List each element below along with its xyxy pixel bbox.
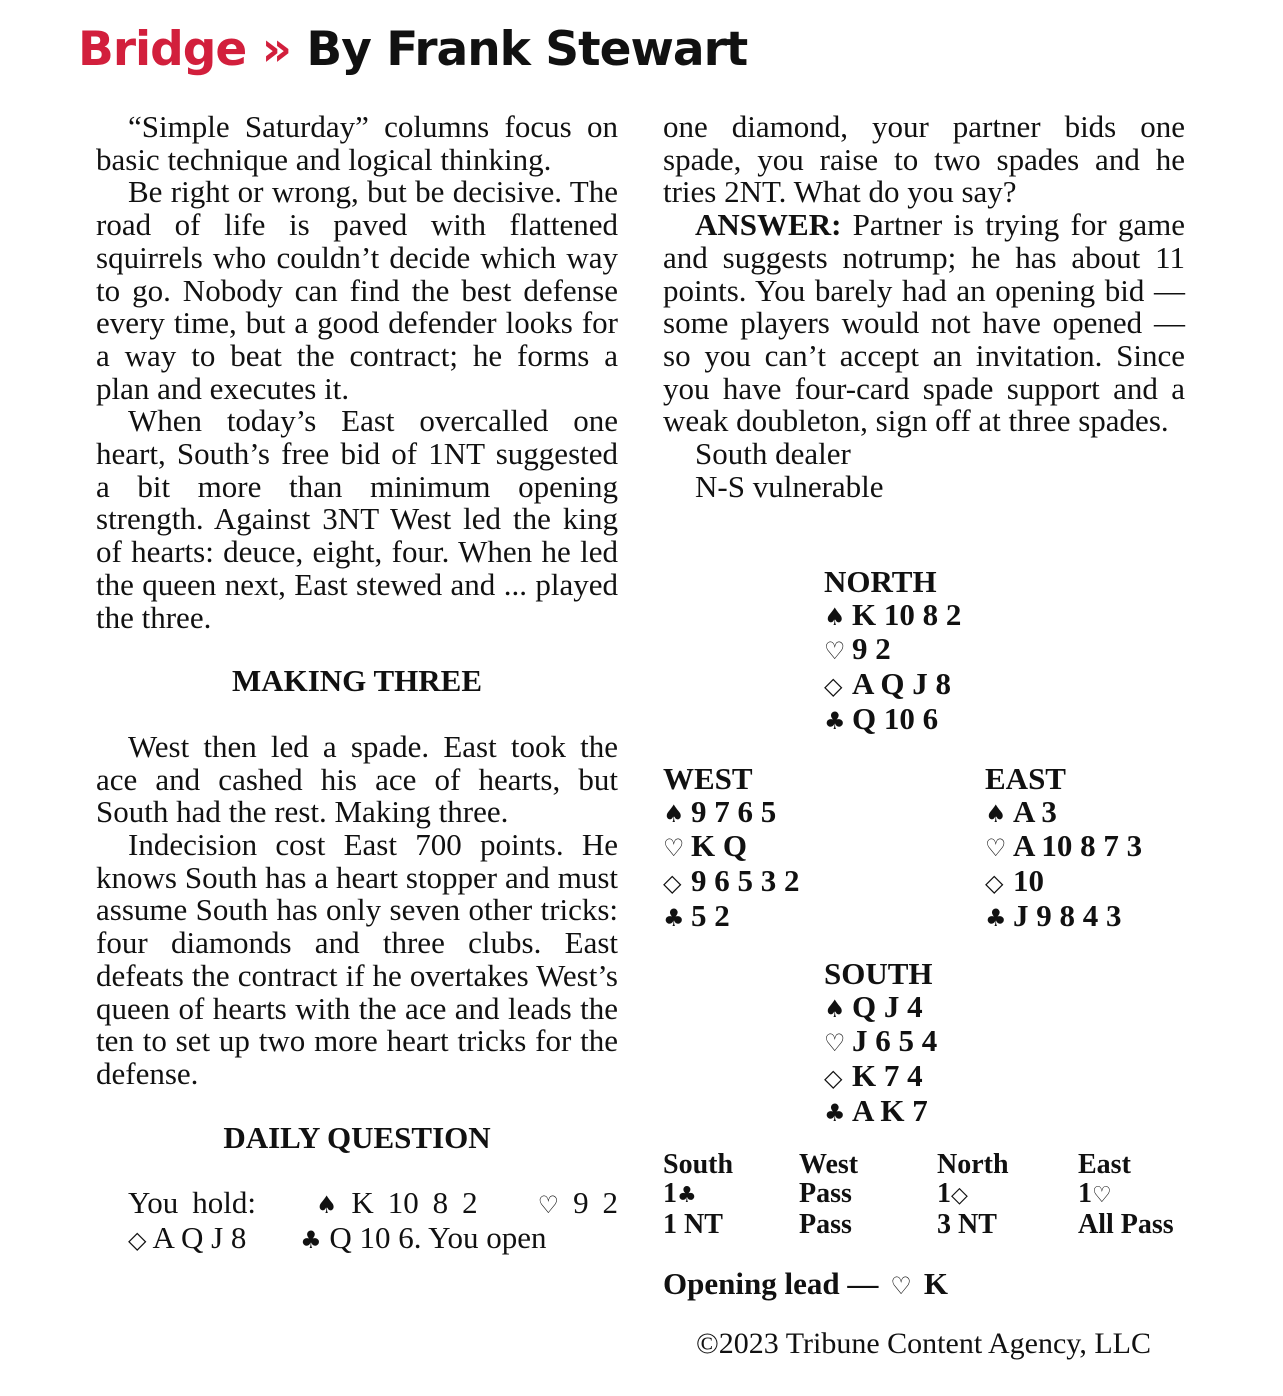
section-heading-making-three: MAKING THREE [231, 663, 483, 699]
north-hearts: 9 2 [852, 631, 891, 667]
bid-cell: Pass [799, 1178, 852, 1209]
question-continuation: one diamond, your partner bids one spade, you raise to two spades and he tries 2NT. What do you say? [663, 109, 1185, 210]
diamond-icon: ◇ [824, 1064, 843, 1093]
bidding-table [663, 1150, 1198, 1239]
south-hearts: J 6 5 4 [852, 1023, 938, 1059]
bid-cell: 1 [663, 1178, 677, 1209]
bid-cell: 1 NT [663, 1209, 723, 1240]
opening-lead [663, 1266, 948, 1302]
hand-label: EAST [985, 761, 1066, 796]
bid-cell: 3 NT [937, 1209, 997, 1240]
opening-lead-label: Opening lead — [663, 1266, 879, 1301]
question-clubs: Q 10 6. You open [329, 1220, 547, 1256]
club-icon: ♣ [824, 706, 846, 735]
club-icon: ♣ [824, 1098, 846, 1127]
question-intro: You hold: [128, 1185, 256, 1221]
heart-icon: ♡ [537, 1191, 560, 1220]
bid-cell: All Pass [1078, 1209, 1174, 1240]
bid-header-south: South [663, 1149, 734, 1180]
header-separator: » [261, 22, 292, 77]
east-hearts: A 10 8 7 3 [1013, 828, 1143, 864]
body-paragraph: West then led a spade. East took the ace and cashed his ace of hearts, but South had the rest. Making three. [96, 728, 618, 830]
answer-text: Partner is trying for game and suggests notrump; he has about 11 points. You barely had an opening bid — some players would not have opened — so you can’t accept an invitation. Since you have four-card spade support and a weak doubleton, sign off at three spades. [663, 207, 1185, 439]
spade-icon: ♠ [315, 1191, 338, 1220]
west-hand [663, 763, 800, 935]
bid-cell: 1 [1078, 1178, 1092, 1209]
bid-header-east: East [1078, 1149, 1131, 1180]
body-paragraph: Be right or wrong, but be decisive. The road of life is paved with flattened squirrels who couldn’t decide which way to go. Nobody can find the best defense every time, but a good defender looks for a way to beat the contract; he forms a plan and executes it. [96, 174, 618, 406]
club-icon: ♣ [663, 903, 685, 932]
right-column [663, 111, 1185, 503]
east-spades: A 3 [1013, 793, 1057, 829]
bid-cell: 1 [937, 1178, 951, 1209]
club-icon: ♣ [677, 1183, 697, 1208]
west-clubs: 5 2 [691, 897, 730, 933]
spade-icon: ♠ [663, 799, 685, 828]
east-hand [985, 763, 1142, 935]
body-paragraph: Indecision cost East 700 points. He knows South has a heart stopper and must assume South has only seven other tricks: four diamonds and three clubs. East defeats the contract if he overtakes West’s queen of hearts with the ace and leads the ten to set up two more heart tricks for the defense. [96, 827, 618, 1091]
spade-icon: ♠ [985, 799, 1007, 828]
west-spades: 9 7 6 5 [691, 793, 777, 829]
south-hand [824, 958, 937, 1130]
bid-cell: Pass [799, 1209, 852, 1240]
hand-label: WEST [663, 761, 753, 796]
diamond-icon: ◇ [951, 1183, 968, 1208]
question-spades: K 10 8 2 [351, 1185, 478, 1221]
heart-icon: ♡ [663, 834, 685, 863]
answer-label: ANSWER: [695, 207, 842, 243]
spade-icon: ♠ [824, 994, 846, 1023]
hand-label: NORTH [824, 564, 937, 599]
west-hearts: K Q [691, 828, 747, 864]
answer-paragraph [663, 209, 1185, 438]
heart-icon: ♡ [824, 637, 846, 666]
bidding-row [663, 1210, 1198, 1239]
heart-icon: ♡ [824, 1029, 846, 1058]
section-heading-daily-question: DAILY QUESTION [223, 1119, 491, 1155]
heart-icon: ♡ [1092, 1183, 1112, 1208]
diamond-icon: ◇ [985, 869, 1004, 898]
north-diamonds: A Q J 8 [852, 666, 952, 702]
author-byline: By Frank Stewart [306, 22, 748, 77]
dealer-line: South dealer [695, 436, 851, 472]
copyright-notice: ©2023 Tribune Content Agency, LLC [696, 1327, 1152, 1360]
spade-icon: ♠ [824, 602, 846, 631]
diamond-icon: ◇ [128, 1226, 147, 1255]
east-clubs: J 9 8 4 3 [1013, 897, 1122, 933]
bidding-header-row [663, 1150, 1198, 1179]
bid-header-north: North [937, 1149, 1009, 1180]
bid-header-west: West [799, 1149, 859, 1180]
opening-lead-card: K [923, 1266, 948, 1301]
bidding-row [663, 1179, 1198, 1210]
north-clubs: Q 10 6 [852, 700, 939, 736]
diamond-icon: ◇ [824, 672, 843, 701]
question-paragraph [96, 1187, 618, 1256]
question-diamonds: A Q J 8 [152, 1220, 247, 1256]
left-column [96, 111, 618, 1257]
intro-paragraph: “Simple Saturday” columns focus on basic technique and logical thinking. [96, 109, 618, 177]
vulnerability-line: N-S vulnerable [695, 468, 884, 504]
club-icon: ♣ [300, 1226, 322, 1255]
question-hearts: 9 2 [573, 1185, 619, 1221]
heart-icon: ♡ [890, 1272, 912, 1300]
column-header [78, 22, 747, 92]
hand-label: SOUTH [824, 956, 933, 991]
heart-icon: ♡ [985, 834, 1007, 863]
east-diamonds: 10 [1013, 863, 1044, 899]
south-spades: Q J 4 [852, 988, 923, 1024]
club-icon: ♣ [985, 903, 1007, 932]
north-hand [824, 566, 961, 738]
north-spades: K 10 8 2 [852, 596, 962, 632]
column-brand: Bridge [78, 22, 247, 77]
south-clubs: A K 7 [852, 1092, 928, 1128]
south-diamonds: K 7 4 [852, 1058, 923, 1094]
west-diamonds: 9 6 5 3 2 [691, 863, 800, 899]
body-paragraph: When today’s East overcalled one heart, South’s free bid of 1NT suggested a bit more than minimum opening strength. Against 3NT West led the king of hearts: deuce, eight, four. When he led the queen next, East stewed and ... played the three. [96, 403, 618, 635]
diamond-icon: ◇ [663, 869, 682, 898]
